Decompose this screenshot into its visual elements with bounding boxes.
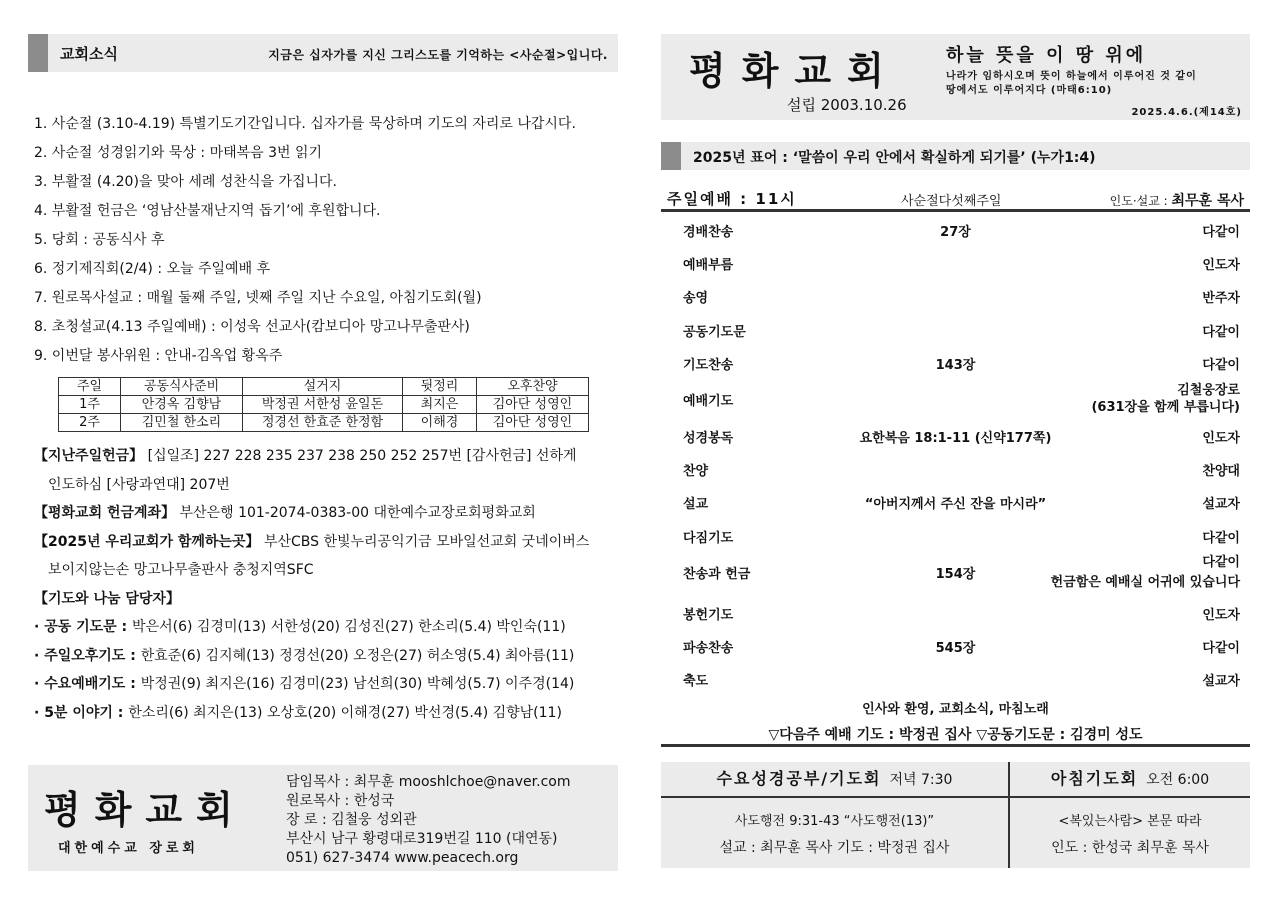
prayer-row-names: 박은서(6) 김경미(13) 서한성(20) 김성진(27) 한소리(5.4) 박인숙(11) [132, 619, 566, 635]
contact-line: 담임목사 : 최무훈 mooshlchoe@naver.com [286, 774, 571, 790]
list-item: 8. 초청설교(4.13 주일예배) : 이성욱 선교사(캄보디아 망고나무출판사) [34, 319, 470, 335]
wednesday-time: 저녁 7:30 [889, 772, 953, 788]
order-item: 찬양 [683, 464, 709, 480]
order-who: 다같이 [1202, 324, 1240, 340]
account-label: 【평화교회 헌금계좌】 [34, 505, 176, 521]
order-who-line: 다같이 [1202, 554, 1240, 570]
order-detail: 154장 [935, 566, 976, 582]
order-row [661, 378, 1250, 418]
table-header: 공동식사준비 [121, 378, 243, 396]
partner-text: 부산CBS 한빛누리공익기금 모바일선교회 굿네이버스 [263, 533, 590, 550]
table-header: 주일 [59, 378, 121, 396]
order-row [661, 278, 1250, 311]
order-item: 봉헌기도 [683, 607, 734, 623]
contact-block [286, 773, 570, 868]
church-name: 평화교회 [44, 787, 247, 832]
order-row [661, 484, 1250, 517]
prayer-row-label: · 주일오후기도 : [34, 647, 141, 664]
order-row [661, 595, 1250, 628]
contact-line: 원로목사 : 한성국 [286, 793, 395, 809]
order-item: 다짐기도 [683, 530, 734, 546]
worship-order [661, 212, 1250, 694]
contact-line: 장 로 : 김철웅 성외관 [286, 812, 417, 828]
prayer-row [28, 670, 618, 699]
prayer-row-names: 박정권(9) 최지은(16) 김경미(23) 남선희(30) 박혜성(5.7) 이주경(14) [140, 676, 575, 692]
order-item: 예배기도 [683, 393, 734, 409]
partner-line-2: 보이지않는손 망고나무출판사 충청지역SFC [48, 562, 314, 578]
list-item: 6. 정기제직회(2/4) : 오늘 주일예배 후 [34, 261, 271, 277]
wednesday-meeting [661, 762, 1008, 868]
morning-text: <복있는사람> 본문 따라 [1058, 814, 1202, 829]
service-leader [1110, 190, 1244, 210]
order-who [1051, 553, 1240, 593]
order-who: 찬양대 [1202, 464, 1240, 480]
order-detail: 545장 [935, 640, 976, 656]
news-list [28, 110, 618, 371]
morning-meeting [1008, 762, 1250, 868]
order-who: 다같이 [1202, 530, 1240, 546]
denomination: 대한예수교 장로회 [58, 841, 199, 856]
morning-title: 아침기도회 [1050, 769, 1139, 788]
table-header: 오후찬양 [477, 378, 589, 396]
partner-line [28, 528, 618, 557]
order-row [661, 212, 1250, 245]
order-who-note: 헌금함은 예배실 어귀에 있습니다 [1050, 574, 1240, 590]
order-who-note: (631장을 함께 부릅니다) [1091, 399, 1240, 415]
service-week: 사순절다섯째주일 [901, 194, 1002, 209]
offering-text: [십일조] 227 228 235 237 238 250 252 257번 [감사헌금] 선하게 [147, 448, 577, 464]
closing-note: 인사와 환영, 교회소식, 마침노래 [862, 702, 1049, 718]
order-item: 축도 [683, 674, 709, 690]
list-item: 5. 당회 : 공동식사 후 [34, 232, 165, 248]
list-item: 4. 부활절 헌금은 ‘영남산불재난지역 돕기’에 후원합니다. [34, 203, 381, 219]
morning-leaders: 인도 : 한성국 최무훈 목사 [1051, 840, 1209, 856]
account-line [28, 499, 618, 528]
table-cell: 김민철 한소리 [121, 414, 243, 432]
order-item: 찬송과 헌금 [683, 566, 751, 582]
order-item: 기도찬송 [683, 357, 734, 373]
offering-label: 【지난주일헌금】 [34, 448, 144, 464]
wednesday-passage: 사도행전 9:31-43 “사도행전(13)” [734, 814, 935, 829]
table-row [59, 396, 589, 414]
list-item: 2. 사순절 성경읽기와 묵상 : 마태복음 3번 읽기 [34, 145, 323, 161]
order-row [661, 312, 1250, 345]
order-item: 송영 [683, 291, 709, 307]
order-who-line: 김철웅장로 [1177, 382, 1240, 398]
next-week-note: ▽다음주 예배 기도 : 박정권 집사 ▽공동기도문 : 김경미 성도 [661, 723, 1250, 747]
order-item: 파송찬송 [683, 640, 734, 656]
right-page [661, 34, 1250, 747]
table-cell: 최지은 [403, 396, 477, 414]
order-who: 인도자 [1202, 607, 1240, 623]
masthead [661, 34, 1250, 120]
partner-label: 【2025년 우리교회가 함께하는곳】 [34, 533, 260, 550]
prayer-row-label: · 수요예배기도 : [34, 676, 141, 692]
order-who: 다같이 [1202, 225, 1240, 240]
table-cell: 박정권 서한성 윤일돈 [243, 396, 403, 414]
verse-line: 땅에서도 이루어지다 (마태6:10) [946, 85, 1113, 96]
order-row [661, 628, 1250, 661]
list-item: 1. 사순절 (3.10-4.19) 특별기도기간입니다. 십자가를 묵상하며 기도의 자리로 나갑시다. [34, 116, 576, 132]
service-title: 주일예배 : 11시 [667, 190, 797, 208]
order-detail: 요한복음 18:1-11 (신약177쪽) [859, 430, 1052, 446]
order-item: 설교 [683, 497, 709, 513]
table-row [59, 414, 589, 432]
table-cell: 김아단 성영인 [477, 396, 589, 414]
prayer-label-line [28, 585, 618, 614]
order-row [661, 451, 1250, 484]
order-who: 인도자 [1202, 430, 1240, 446]
account-text: 부산은행 101-2074-0383-00 대한예수교장로회평화교회 [179, 505, 536, 521]
order-who: 다같이 [1202, 357, 1240, 373]
issue-date: 2025.4.6.(제14호) [1131, 107, 1242, 118]
order-who [1091, 382, 1240, 416]
table-cell: 2주 [59, 414, 121, 432]
order-who: 인도자 [1202, 258, 1240, 274]
order-row [661, 245, 1250, 278]
motto-text: 2025년 표어 : ‘말씀이 우리 안에서 확실하게 되기를’ (누가1:4) [693, 150, 1096, 166]
offering-line [28, 442, 618, 471]
masthead-verse [946, 70, 1197, 98]
order-row [661, 345, 1250, 378]
header-bar [28, 34, 48, 72]
list-item: 7. 원로목사설교 : 매월 둘째 주일, 넷째 주일 지난 수요일, 아침기도회(월) [34, 290, 482, 306]
morning-header [1010, 762, 1250, 798]
order-who: 설교자 [1202, 497, 1240, 513]
table-header: 설거지 [243, 378, 403, 396]
list-item: 3. 부활절 (4.20)을 맞아 세례 성찬식을 가집니다. [34, 174, 337, 190]
prayer-row [28, 642, 618, 671]
prayer-row [28, 699, 618, 728]
order-row [661, 418, 1250, 451]
order-who: 다같이 [1202, 640, 1240, 656]
order-who: 반주자 [1202, 291, 1240, 307]
order-row [661, 661, 1250, 694]
service-duty-table [58, 377, 589, 432]
news-title: 교회소식 [60, 45, 118, 63]
order-row [661, 518, 1250, 551]
order-item: 경배찬송 [683, 225, 734, 240]
service-header [661, 184, 1250, 212]
morning-time: 오전 6:00 [1146, 772, 1210, 788]
motto-bar [661, 142, 681, 170]
left-page [28, 34, 618, 727]
prayer-row-label: · 5분 이야기 : [34, 704, 129, 721]
leader-label: 인도·설교 : [1109, 194, 1172, 208]
prayer-label: 【기도와 나눔 담당자】 [34, 590, 180, 607]
table-cell: 안경옥 김향남 [121, 396, 243, 414]
table-header: 뒷정리 [403, 378, 477, 396]
prayer-row [28, 613, 618, 642]
order-detail: 143장 [935, 357, 976, 373]
order-item: 성경봉독 [683, 430, 734, 446]
order-detail: 27장 [940, 225, 971, 240]
church-info-footer [28, 765, 618, 871]
table-cell: 김아단 성영인 [477, 414, 589, 432]
order-detail: “아버지께서 주신 잔을 마시라” [864, 497, 1047, 513]
table-cell: 이해경 [403, 414, 477, 432]
info-section [28, 442, 618, 727]
wednesday-leaders: 설교 : 최무훈 목사 기도 : 박정권 집사 [719, 840, 950, 856]
list-item: 9. 이번달 봉사위원 : 안내-김옥업 황옥주 [34, 348, 283, 364]
contact-line: 부산시 남구 황령대로319번길 110 (대연동) [286, 831, 558, 847]
table-cell: 1주 [59, 396, 121, 414]
order-item: 공동기도문 [683, 324, 746, 340]
contact-line: 051) 627-3474 www.peacech.org [286, 850, 519, 866]
masthead-heading: 하늘 뜻을 이 땅 위에 [946, 45, 1147, 66]
prayer-row-names: 한소리(6) 최지은(13) 오상호(20) 이해경(27) 박선경(5.4) 김향남(11) [128, 704, 562, 721]
motto-banner [661, 142, 1250, 170]
offering-line-2: 인도하심 [사랑과연대] 207번 [48, 476, 230, 493]
prayer-row-names: 한효준(6) 김지혜(13) 정경선(20) 오정은(27) 허소영(5.4) 최아름(11) [140, 647, 575, 664]
verse-line: 나라가 임하시오며 뜻이 하늘에서 이루어진 것 같이 [946, 71, 1197, 82]
table-cell: 정경선 한효준 한정함 [243, 414, 403, 432]
news-subtitle: 지금은 십자가를 지신 그리스도를 기억하는 <사순절>입니다. [268, 48, 608, 62]
weekly-meetings-footer [661, 762, 1250, 868]
masthead-church-name: 평화교회 [689, 48, 900, 93]
leader-name: 최무훈 목사 [1171, 193, 1244, 209]
order-item: 예배부름 [683, 258, 734, 274]
table-header-row [59, 378, 589, 396]
news-header [28, 34, 618, 72]
order-row [661, 551, 1250, 595]
wednesday-title: 수요성경공부/기도회 [716, 769, 882, 788]
established-date: 설립 2003.10.26 [787, 96, 907, 114]
wednesday-header [661, 762, 1008, 798]
prayer-row-label: · 공동 기도문 : [34, 619, 133, 635]
order-who: 설교자 [1202, 674, 1240, 690]
